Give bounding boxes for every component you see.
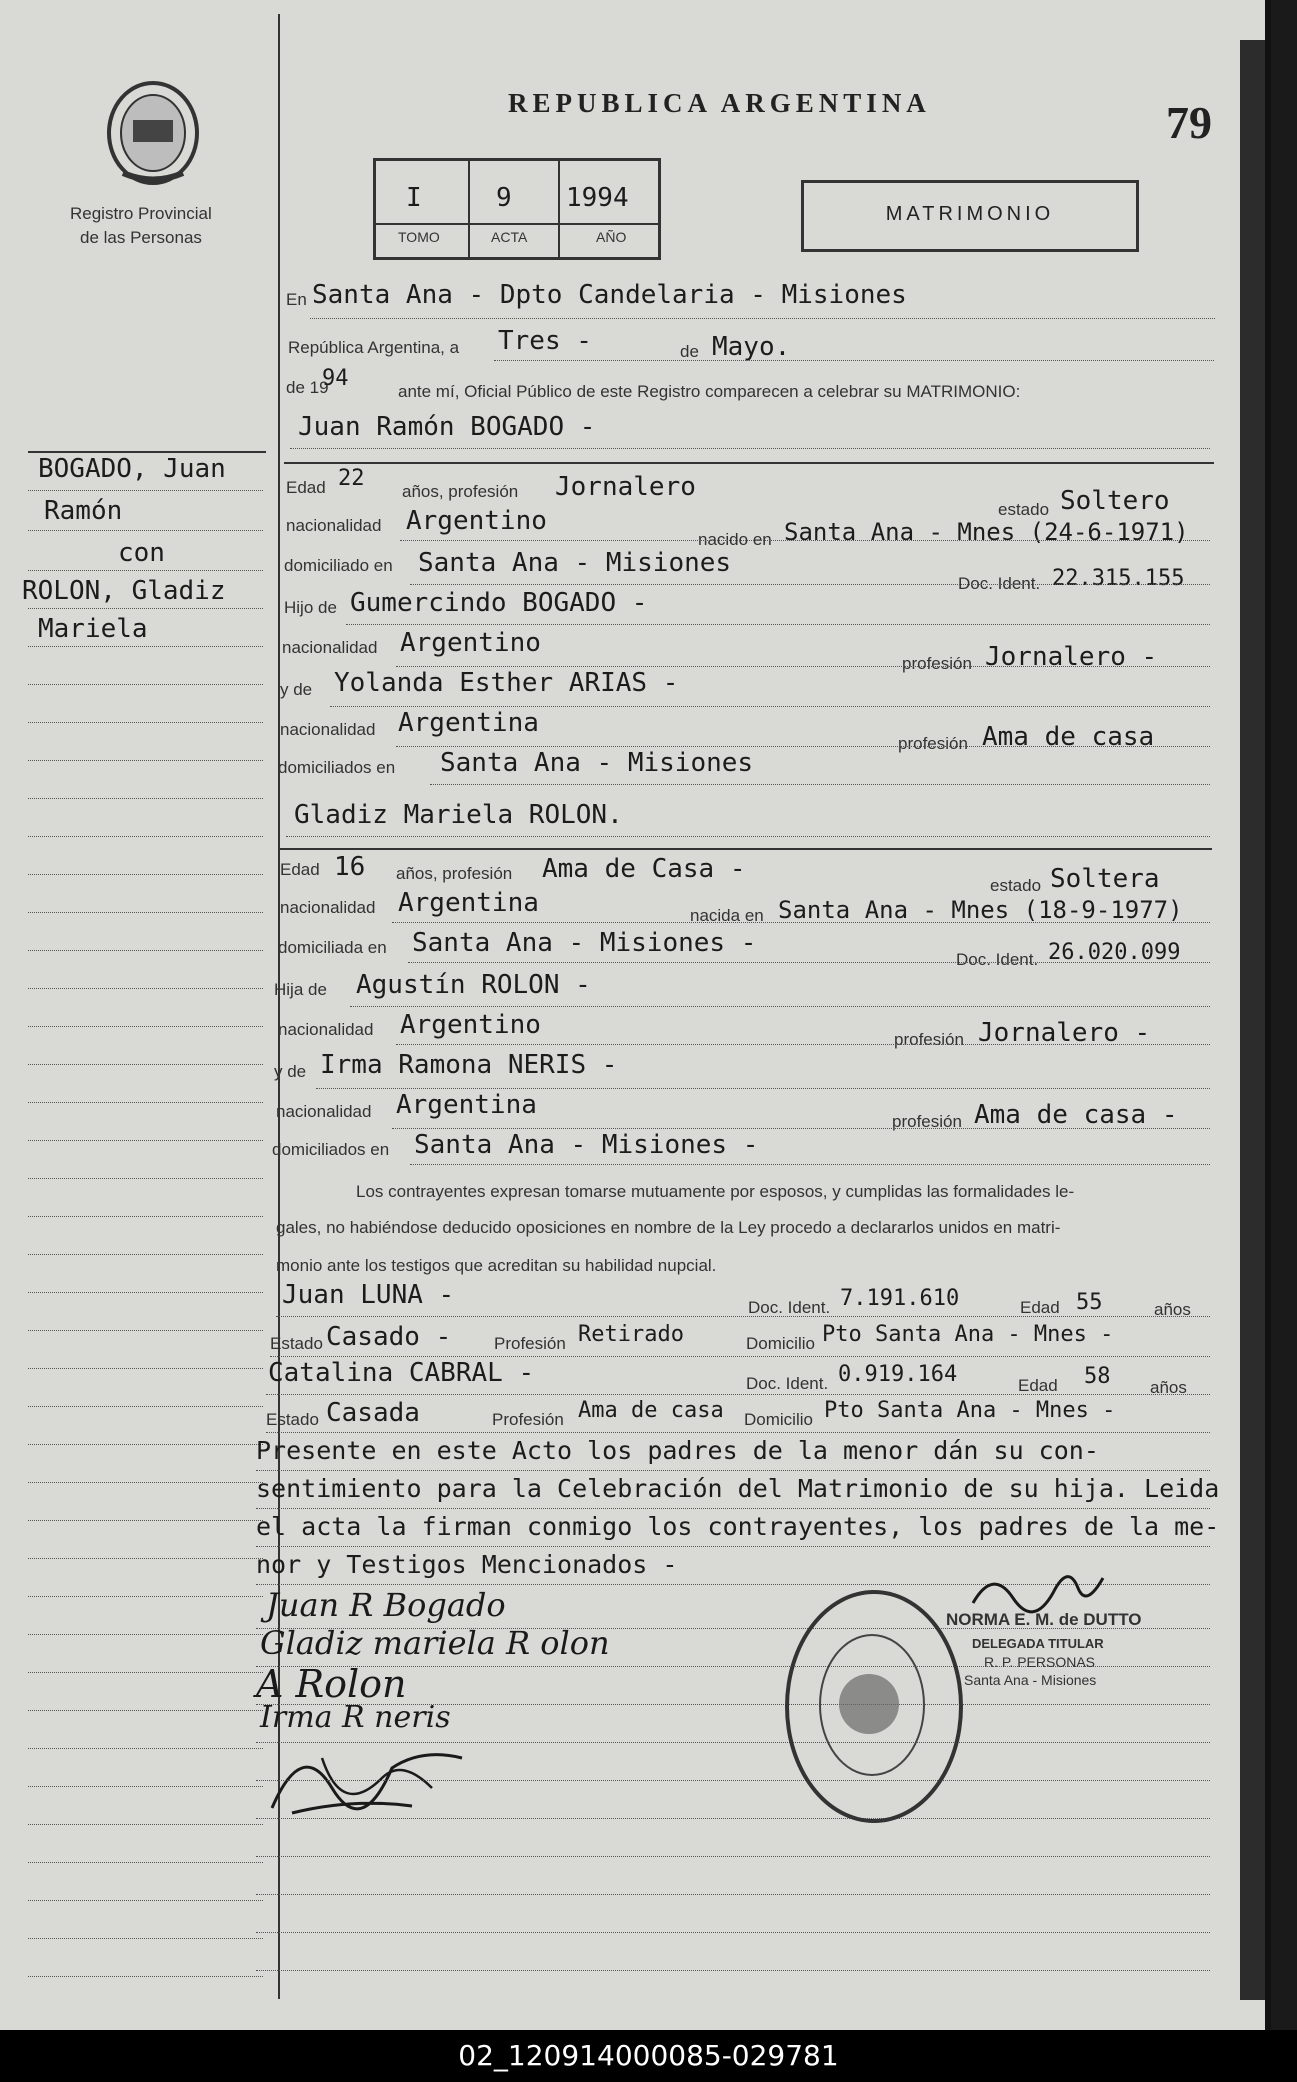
margin-note-line5: Mariela <box>38 614 148 644</box>
tomo-label: TOMO <box>398 229 440 245</box>
bride-domicile: Santa Ana - Misiones - <box>412 928 757 958</box>
bride-mother-nat-label: nacionalidad <box>276 1102 372 1121</box>
provincial-emblem-icon <box>103 78 203 188</box>
margin-note-line2: Ramón <box>44 496 123 526</box>
intro-text: ante mí, Oficial Público de este Registro comparecen a celebrar su MATRIMONIO: <box>398 382 1021 401</box>
bride-birth: Santa Ana - Mnes (18-9-1977) <box>778 896 1183 924</box>
bride-mother-prof: Ama de casa - <box>974 1100 1178 1130</box>
act-place: Santa Ana - Dpto Candelaria - Misiones <box>312 280 907 310</box>
groom-nac-label: nacionalidad <box>286 516 382 535</box>
groom-age: 22 <box>338 466 365 491</box>
witness1-name: Juan LUNA - <box>282 1280 455 1310</box>
groom-mother: Yolanda Esther ARIAS - <box>334 668 679 698</box>
margin-note-line3: con <box>118 538 165 568</box>
act-year: 94 <box>322 366 349 391</box>
bride-profession: Ama de Casa - <box>542 854 746 884</box>
groom-doc: 22.315.155 <box>1052 566 1185 591</box>
witness2-name: Catalina CABRAL - <box>268 1358 535 1388</box>
witness2-age: 58 <box>1084 1364 1111 1389</box>
groom-prof-label: años, profesión <box>402 482 519 501</box>
witness2-doc-label: Doc. Ident. <box>746 1374 829 1393</box>
book-binding <box>1240 40 1265 2000</box>
groom-yde-label: y de <box>280 680 313 699</box>
groom-doc-label: Doc. Ident. <box>958 574 1041 593</box>
witness1-doc-label: Doc. Ident. <box>748 1298 831 1317</box>
anio-value: 1994 <box>566 183 629 213</box>
groom-estado: Soltero <box>1060 486 1170 516</box>
act-day: Tres - <box>498 326 592 356</box>
signature-bride: Gladiz mariela R olon <box>260 1624 610 1662</box>
bride-prof-label: años, profesión <box>396 864 513 883</box>
registry-name-line1: Registro Provincial <box>70 204 212 223</box>
acta-label: ACTA <box>491 229 528 245</box>
bride-parents-dom: Santa Ana - Misiones - <box>414 1130 759 1160</box>
officer-signature-scribble <box>968 1558 1108 1618</box>
bride-nationality: Argentina <box>398 888 539 918</box>
bride-dom-label: domiciliada en <box>278 938 387 957</box>
groom-mother-prof-label: profesión <box>898 734 968 753</box>
de19-label: de 19 <box>286 378 329 397</box>
witness1-edad-label: Edad <box>1020 1298 1060 1317</box>
groom-hijo-label: Hijo de <box>284 598 337 617</box>
witness2-profession: Ama de casa <box>578 1398 724 1423</box>
witness-signature-scribble <box>262 1728 492 1828</box>
bride-doc: 26.020.099 <box>1048 940 1181 965</box>
groom-nationality: Argentino <box>406 506 547 536</box>
declaration-line1: Los contrayentes expresan tomarse mutuamente por esposos, y cumplidas las formalidades le- <box>356 1182 1075 1201</box>
bride-father-nat-label: nacionalidad <box>278 1020 374 1039</box>
bride-doc-label: Doc. Ident. <box>956 950 1039 969</box>
witness1-age: 55 <box>1076 1290 1103 1315</box>
record-number-box <box>373 158 661 260</box>
en-label: En <box>286 290 307 309</box>
witness1-anos-label: años <box>1154 1300 1191 1319</box>
groom-parents-dom: Santa Ana - Misiones <box>440 748 754 778</box>
act-type: MATRIMONIO <box>885 203 1055 225</box>
officer-name: NORMA E. M. de DUTTO <box>946 1610 1142 1629</box>
margin-note-line1: BOGADO, Juan <box>38 454 226 484</box>
groom-estado-label: estado <box>998 500 1050 519</box>
witness1-estado: Casado - <box>326 1322 452 1352</box>
bride-father-prof-label: profesión <box>894 1030 964 1049</box>
bride-estado: Soltera <box>1050 864 1160 894</box>
page-number: 79 <box>1166 97 1212 148</box>
signature-mother: Irma R neris <box>260 1700 451 1735</box>
witness2-estado: Casada <box>326 1398 420 1428</box>
groom-mother-prof: Ama de casa <box>982 722 1155 752</box>
bride-father: Agustín ROLON - <box>356 970 591 1000</box>
groom-father-prof-label: profesión <box>902 654 972 673</box>
signature-father: A Rolon <box>256 1662 407 1706</box>
bride-name: Gladiz Mariela ROLON. <box>294 800 623 830</box>
witness2-edad-label: Edad <box>1018 1376 1058 1395</box>
groom-father-nat-label: nacionalidad <box>282 638 378 657</box>
image-caption: 02_120914000085-029781 <box>0 2030 1297 2082</box>
bride-edad-label: Edad <box>280 860 320 879</box>
groom-mother-nat-label: nacionalidad <box>280 720 376 739</box>
declaration-line3: monio ante los testigos que acreditan su habilidad nupcial. <box>276 1256 717 1275</box>
groom-parents-dom-label: domiciliados en <box>278 758 396 777</box>
republica-label: República Argentina, a <box>288 338 460 357</box>
registry-seal <box>785 1590 963 1823</box>
acta-value: 9 <box>496 183 512 213</box>
note-line3: el acta la firman conmigo los contrayentes, los padres de la me- <box>256 1512 1220 1541</box>
witness2-anos-label: años <box>1150 1378 1187 1397</box>
groom-edad-label: Edad <box>286 478 326 497</box>
witness2-dom-label: Domicilio <box>744 1410 813 1429</box>
bride-yde-label: y de <box>274 1062 307 1081</box>
bride-father-prof: Jornalero - <box>978 1018 1151 1048</box>
witness1-estado-label: Estado <box>270 1334 323 1353</box>
margin-note-line4: ROLON, Gladiz <box>22 576 226 606</box>
witness1-domicile: Pto Santa Ana - Mnes - <box>822 1322 1114 1347</box>
note-line2: sentimiento para la Celebración del Matrimonio de su hija. Leida <box>256 1474 1220 1503</box>
bride-nacida-label: nacida en <box>690 906 764 925</box>
declaration-line2: gales, no habiéndose deducido oposiciones en nombre de la Ley procedo a declararlos unidos en matri- <box>276 1218 1061 1237</box>
act-type-box <box>801 180 1139 252</box>
officer-location: Santa Ana - Misiones <box>964 1672 1097 1688</box>
bride-hija-label: Hija de <box>274 980 327 999</box>
registry-name-line2: de las Personas <box>80 228 202 247</box>
country-title: REPUBLICA ARGENTINA <box>508 88 931 118</box>
groom-father-nat: Argentino <box>400 628 541 658</box>
officer-office: R. P. PERSONAS <box>984 1654 1096 1670</box>
groom-nacido-label: nacido en <box>698 530 772 549</box>
bride-estado-label: estado <box>990 876 1042 895</box>
groom-mother-nat: Argentina <box>398 708 539 738</box>
groom-birth: Santa Ana - Mnes (24-6-1971) <box>784 518 1189 546</box>
officer-title: DELEGADA TITULAR <box>972 1636 1104 1651</box>
signature-groom: Juan R Bogado <box>266 1586 506 1624</box>
anio-label: AÑO <box>596 229 627 245</box>
note-line4: nor y Testigos Mencionados - <box>256 1550 678 1579</box>
groom-profession: Jornalero <box>555 472 696 502</box>
bride-mother-prof-label: profesión <box>892 1112 962 1131</box>
bride-father-nat: Argentino <box>400 1010 541 1040</box>
tomo-value: I <box>406 183 422 213</box>
bride-mother: Irma Ramona NERIS - <box>320 1050 618 1080</box>
witness1-profession: Retirado <box>578 1322 684 1347</box>
witness1-doc: 7.191.610 <box>840 1286 960 1311</box>
bride-nac-label: nacionalidad <box>280 898 376 917</box>
groom-father: Gumercindo BOGADO - <box>350 588 648 618</box>
bride-parents-dom-label: domiciliados en <box>272 1140 390 1159</box>
witness2-prof-label: Profesión <box>492 1410 564 1429</box>
bride-mother-nat: Argentina <box>396 1090 537 1120</box>
groom-father-prof: Jornalero - <box>985 642 1158 672</box>
groom-name: Juan Ramón BOGADO - <box>298 412 596 442</box>
de-label: de <box>680 342 699 361</box>
bride-age: 16 <box>334 852 366 882</box>
witness2-domicile: Pto Santa Ana - Mnes - <box>824 1398 1116 1423</box>
witness1-dom-label: Domicilio <box>746 1334 815 1353</box>
groom-domicile: Santa Ana - Misiones <box>418 548 732 578</box>
act-month: Mayo. <box>712 332 791 362</box>
witness2-doc: 0.919.164 <box>838 1362 958 1387</box>
note-line1: Presente en este Acto los padres de la menor dán su con- <box>256 1436 1099 1465</box>
witness2-estado-label: Estado <box>266 1410 319 1429</box>
witness1-prof-label: Profesión <box>494 1334 566 1353</box>
groom-dom-label: domiciliado en <box>284 556 393 575</box>
